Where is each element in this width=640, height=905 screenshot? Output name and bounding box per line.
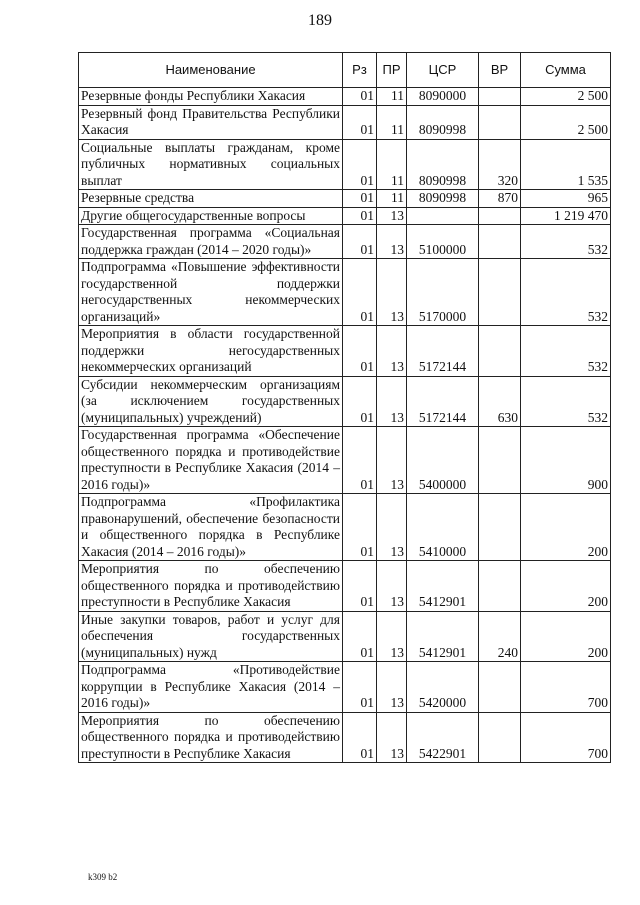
cell-pr: 13 <box>377 376 407 427</box>
cell-name: Резервные фонды Республики Хакасия <box>79 88 343 106</box>
cell-vr <box>479 712 521 763</box>
cell-sum: 1 219 470 <box>521 207 611 225</box>
cell-sum: 200 <box>521 494 611 561</box>
cell-name: Резервный фонд Правительства Республики Хакасия <box>79 105 343 139</box>
cell-name: Другие общегосударственные вопросы <box>79 207 343 225</box>
cell-vr <box>479 494 521 561</box>
cell-name: Резервные средства <box>79 190 343 208</box>
table-row <box>79 712 611 763</box>
cell-vr <box>479 561 521 612</box>
cell-csr: 8090998 <box>407 139 479 190</box>
cell-rz: 01 <box>343 105 377 139</box>
cell-csr: 5172144 <box>407 376 479 427</box>
table-row <box>79 207 611 225</box>
cell-vr <box>479 225 521 259</box>
cell-csr: 8090998 <box>407 190 479 208</box>
cell-rz: 01 <box>343 611 377 662</box>
cell-sum: 700 <box>521 712 611 763</box>
cell-rz: 01 <box>343 259 377 326</box>
cell-rz: 01 <box>343 207 377 225</box>
cell-pr: 13 <box>377 326 407 377</box>
cell-csr: 5400000 <box>407 427 479 494</box>
table-row <box>79 259 611 326</box>
page-number: 189 <box>308 12 332 29</box>
cell-sum: 1 535 <box>521 139 611 190</box>
cell-name: Подпрограмма «Повышение эффективности государственной поддержки негосударственных некоммерческих организаций» <box>79 259 343 326</box>
cell-rz: 01 <box>343 662 377 713</box>
header-rz: Рз <box>343 53 377 88</box>
cell-rz: 01 <box>343 326 377 377</box>
cell-pr: 13 <box>377 611 407 662</box>
table-row <box>79 662 611 713</box>
cell-vr <box>479 662 521 713</box>
cell-name: Мероприятия по обеспечению общественного порядка и противодействию преступности в Республике Хакасия <box>79 712 343 763</box>
table-row <box>79 376 611 427</box>
cell-name: Государственная программа «Социальная поддержка граждан (2014 – 2020 годы)» <box>79 225 343 259</box>
table-body <box>79 88 611 763</box>
header-pr: ПР <box>377 53 407 88</box>
table-row <box>79 105 611 139</box>
cell-rz: 01 <box>343 139 377 190</box>
header-sum: Сумма <box>521 53 611 88</box>
cell-vr: 320 <box>479 139 521 190</box>
cell-csr: 5100000 <box>407 225 479 259</box>
cell-pr: 13 <box>377 225 407 259</box>
cell-vr <box>479 88 521 106</box>
cell-csr: 5420000 <box>407 662 479 713</box>
cell-pr: 13 <box>377 207 407 225</box>
cell-name: Государственная программа «Обеспечение общественного порядка и противодействие преступности в Республике Хакасия (2014 – 2016 годы)» <box>79 427 343 494</box>
table-row <box>79 225 611 259</box>
cell-csr: 8090000 <box>407 88 479 106</box>
footer-code: k309 b2 <box>88 872 118 882</box>
cell-vr: 630 <box>479 376 521 427</box>
cell-csr: 8090998 <box>407 105 479 139</box>
cell-pr: 13 <box>377 494 407 561</box>
cell-csr <box>407 207 479 225</box>
cell-vr <box>479 105 521 139</box>
header-name: Наименование <box>79 53 343 88</box>
cell-name: Субсидии некоммерческим организациям (за исключением государственных (муниципальных) учреждений) <box>79 376 343 427</box>
cell-sum: 532 <box>521 376 611 427</box>
cell-rz: 01 <box>343 225 377 259</box>
cell-pr: 13 <box>377 259 407 326</box>
cell-sum: 200 <box>521 561 611 612</box>
cell-pr: 11 <box>377 190 407 208</box>
cell-sum: 2 500 <box>521 88 611 106</box>
cell-rz: 01 <box>343 376 377 427</box>
cell-rz: 01 <box>343 88 377 106</box>
table-row <box>79 139 611 190</box>
cell-vr: 240 <box>479 611 521 662</box>
table-header-row <box>79 53 611 88</box>
cell-name: Подпрограмма «Противодействие коррупции в Республике Хакасия (2014 – 2016 годы)» <box>79 662 343 713</box>
cell-rz: 01 <box>343 190 377 208</box>
table-row <box>79 88 611 106</box>
cell-sum: 532 <box>521 259 611 326</box>
cell-csr: 5172144 <box>407 326 479 377</box>
cell-csr: 5422901 <box>407 712 479 763</box>
cell-name: Подпрограмма «Профилактика правонарушений, обеспечение безопасности и общественного порядка в Республике Хакасия (2014 – 2016 годы)» <box>79 494 343 561</box>
cell-pr: 13 <box>377 712 407 763</box>
header-csr: ЦСР <box>407 53 479 88</box>
cell-sum: 532 <box>521 225 611 259</box>
cell-csr: 5412901 <box>407 561 479 612</box>
cell-rz: 01 <box>343 494 377 561</box>
table-row <box>79 190 611 208</box>
cell-rz: 01 <box>343 712 377 763</box>
cell-csr: 5170000 <box>407 259 479 326</box>
cell-name: Мероприятия по обеспечению общественного порядка и противодействию преступности в Республике Хакасия <box>79 561 343 612</box>
cell-csr: 5410000 <box>407 494 479 561</box>
cell-vr: 870 <box>479 190 521 208</box>
cell-name: Иные закупки товаров, работ и услуг для обеспечения государственных (муниципальных) нужд <box>79 611 343 662</box>
cell-pr: 11 <box>377 105 407 139</box>
table-row <box>79 611 611 662</box>
cell-pr: 13 <box>377 427 407 494</box>
table-row <box>79 561 611 612</box>
header-vr: ВР <box>479 53 521 88</box>
cell-sum: 965 <box>521 190 611 208</box>
cell-vr <box>479 427 521 494</box>
cell-vr <box>479 259 521 326</box>
cell-sum: 532 <box>521 326 611 377</box>
cell-pr: 11 <box>377 139 407 190</box>
cell-sum: 2 500 <box>521 105 611 139</box>
cell-sum: 700 <box>521 662 611 713</box>
cell-pr: 13 <box>377 662 407 713</box>
cell-csr: 5412901 <box>407 611 479 662</box>
cell-rz: 01 <box>343 427 377 494</box>
cell-name: Мероприятия в области государственной поддержки негосударственных некоммерческих организаций <box>79 326 343 377</box>
table-row <box>79 326 611 377</box>
cell-vr <box>479 207 521 225</box>
cell-sum: 900 <box>521 427 611 494</box>
cell-pr: 13 <box>377 561 407 612</box>
table-row <box>79 494 611 561</box>
cell-sum: 200 <box>521 611 611 662</box>
cell-pr: 11 <box>377 88 407 106</box>
cell-name: Социальные выплаты гражданам, кроме публичных нормативных социальных выплат <box>79 139 343 190</box>
cell-rz: 01 <box>343 561 377 612</box>
budget-table <box>78 52 611 763</box>
cell-vr <box>479 326 521 377</box>
table-row <box>79 427 611 494</box>
